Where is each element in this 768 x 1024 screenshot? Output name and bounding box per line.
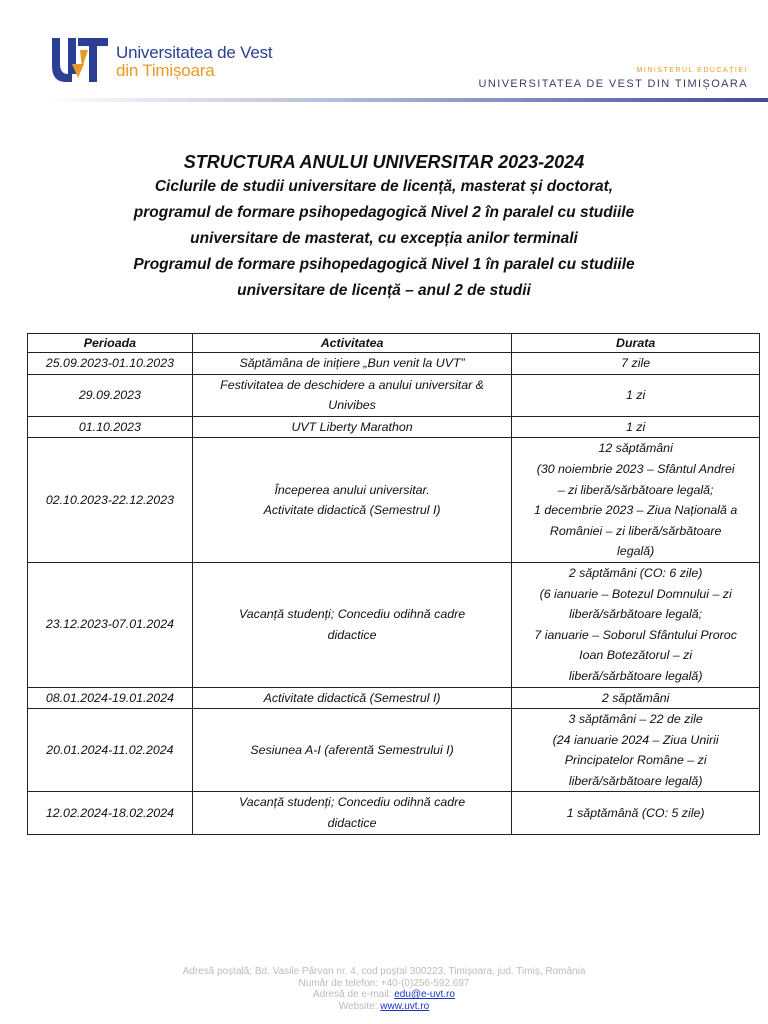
duration-line: 1 săptămână (CO: 5 zile) (566, 805, 705, 820)
university-name-line2: din Timișoara (116, 61, 215, 80)
activity-line: Festivitatea de deschidere a anului universitar & (220, 377, 484, 392)
table-header-row (28, 334, 760, 353)
duration-line: 7 zile (621, 356, 651, 370)
duration-cell (512, 687, 760, 709)
uvt-logo-icon (50, 34, 110, 84)
duration-line: 3 săptămâni – 22 de zile (568, 712, 703, 727)
duration-line: 12 săptămâni (598, 441, 673, 456)
table-row (28, 687, 760, 709)
duration-line: legală) (617, 544, 655, 559)
subtitle-line: Programul de formare psihopedagogică Nivel 1 în paralel cu studiile (133, 256, 635, 273)
website-link[interactable]: www.uvt.ro (380, 1000, 430, 1012)
duration-line: (24 ianuarie 2024 – Ziua Unirii (552, 732, 719, 747)
footer-address: Adresă poștală: Bd. Vasile Pârvan nr. 4, cod poștal 300223, Timișoara, jud. Timiș, România (182, 966, 586, 977)
activity-line: didactice (327, 816, 377, 831)
activity-line: Vacanță studenți; Concediu odihnă cadre (238, 795, 466, 810)
duration-line: liberă/sărbătoare legală) (568, 773, 703, 788)
activity-cell (192, 792, 511, 834)
university-name (116, 44, 272, 80)
period-cell: 02.10.2023-22.12.2023 (28, 438, 193, 563)
document-title: STRUCTURA ANULUI UNIVERSITAR 2023-2024 (183, 152, 585, 172)
period-cell: 23.12.2023-07.01.2024 (28, 562, 193, 687)
page-header (0, 0, 768, 110)
activity-line: Săptămâna de inițiere „Bun venit la UVT” (239, 356, 465, 370)
subtitle-line: universitare de licență – anul 2 de studii (237, 282, 531, 299)
subtitle-line: universitare de masterat, cu excepția anilor terminali (190, 230, 578, 247)
duration-line: (6 ianuarie – Botezul Domnului – zi (539, 586, 732, 601)
period-cell: 12.02.2024-18.02.2024 (28, 792, 193, 834)
period-cell: 08.01.2024-19.01.2024 (28, 687, 193, 709)
header-divider (48, 98, 768, 102)
duration-line: liberă/sărbătoare legală) (568, 668, 703, 683)
subtitle-line: Ciclurile de studii universitare de licență, masterat și doctorat, (154, 178, 614, 195)
period-cell: 25.09.2023-01.10.2023 (28, 353, 193, 375)
table-row (28, 709, 760, 792)
page-footer (0, 966, 768, 1012)
duration-line: 1 decembrie 2023 – Ziua Națională a (534, 503, 738, 518)
duration-line: Ioan Botezătorul – zi (579, 648, 693, 663)
activity-cell (192, 353, 511, 375)
duration-line: (30 noiembrie 2023 – Sfântul Andrei (536, 461, 735, 476)
activity-line: UVT Liberty Marathon (291, 419, 413, 434)
header-activity: Activitatea (192, 334, 511, 353)
header-duration: Durata (512, 334, 760, 353)
table-row (28, 374, 760, 416)
activity-cell (192, 416, 511, 438)
duration-line: 2 săptămâni (CO: 6 zile) (568, 565, 703, 580)
activity-line: Activitate didactică (Semestrul I) (263, 503, 441, 518)
duration-line: României – zi liberă/sărbătoare (549, 523, 722, 538)
activity-line: Începerea anului universitar. (274, 482, 430, 497)
duration-line: 1 zi (626, 387, 646, 402)
duration-cell (512, 562, 760, 687)
activity-line: Univibes (328, 398, 376, 413)
period-cell: 20.01.2024-11.02.2024 (28, 709, 193, 792)
duration-line: liberă/sărbătoare legală; (569, 607, 703, 622)
activity-cell (192, 438, 511, 563)
activity-line: Activitate didactică (Semestrul I) (263, 690, 441, 705)
footer-website-line (0, 1001, 768, 1013)
footer-email-line (0, 989, 768, 1001)
activity-line: Sesiunea A-I (aferentă Semestrului I) (250, 742, 454, 757)
duration-line: 2 săptămâni (601, 690, 670, 705)
activity-line: Vacanță studenți; Concediu odihnă cadre (238, 607, 466, 622)
ministry-label: MINISTERUL EDUCAȚIEI (636, 67, 748, 74)
footer-email-label: Adresă de e-mail: (313, 989, 395, 1000)
table-row (28, 353, 760, 375)
activity-cell (192, 374, 511, 416)
activity-cell (192, 709, 511, 792)
table-row (28, 438, 760, 563)
duration-line: 7 ianuarie – Soborul Sfântului Proroc (534, 627, 737, 642)
schedule-table (27, 333, 760, 835)
email-link[interactable]: edu@e-uvt.ro (394, 989, 455, 1000)
activity-cell (192, 687, 511, 709)
duration-cell (512, 374, 760, 416)
duration-cell (512, 792, 760, 834)
document-title-block (30, 150, 738, 304)
table-row (28, 416, 760, 438)
university-caps-label: UNIVERSITATEA DE VEST DIN TIMIȘOARA (478, 78, 748, 90)
duration-line: – zi liberă/sărbătoare legală; (557, 482, 714, 497)
duration-line: Principatelor Române – zi (564, 753, 707, 768)
footer-phone: Număr de telefon: +40-(0)256-592.697 (298, 977, 470, 989)
duration-line: 1 zi (626, 419, 646, 434)
university-name-line1: Universitatea de Vest (116, 43, 273, 62)
footer-website-label: Website: (338, 1000, 381, 1012)
activity-line: didactice (327, 627, 377, 642)
duration-cell (512, 416, 760, 438)
subtitle-line: programul de formare psihopedagogică Nivel 2 în paralel cu studiile (133, 204, 635, 221)
table-row (28, 792, 760, 834)
table-row (28, 562, 760, 687)
duration-cell (512, 438, 760, 563)
duration-cell (512, 353, 760, 375)
duration-cell (512, 709, 760, 792)
header-period: Perioada (28, 334, 193, 353)
period-cell: 29.09.2023 (28, 374, 193, 416)
activity-cell (192, 562, 511, 687)
period-cell: 01.10.2023 (28, 416, 193, 438)
